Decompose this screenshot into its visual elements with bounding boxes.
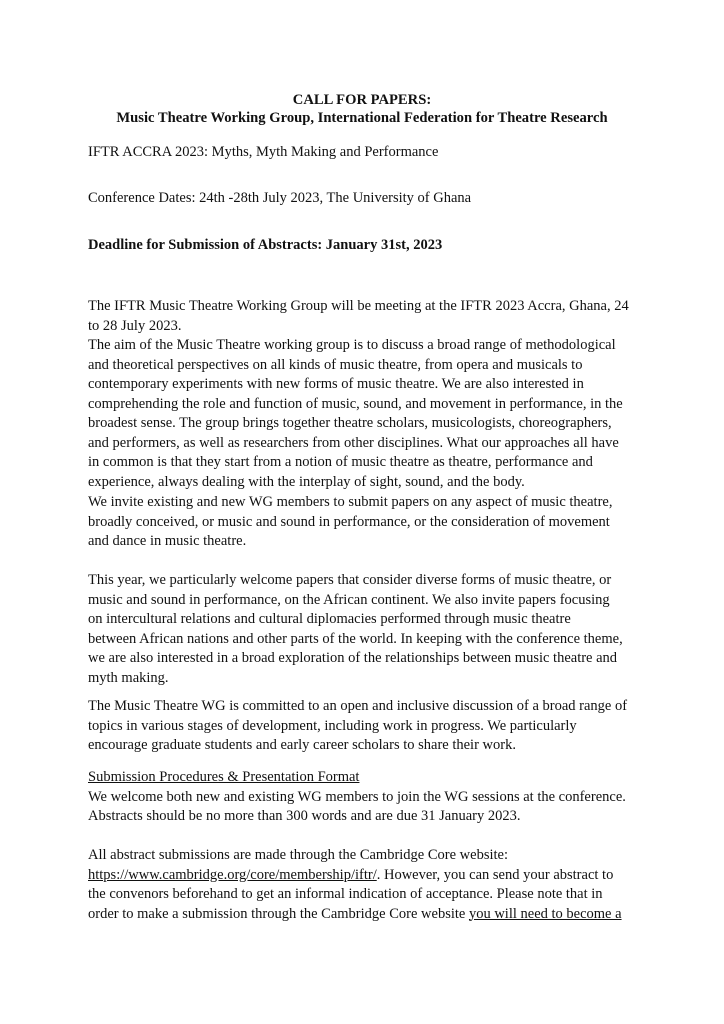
text-line: we are also interested in a broad exploration of the relationships between music theatre and — [88, 650, 618, 666]
submission-section — [88, 768, 648, 827]
text-line: between African nations and other parts of the world. In keeping with the conference theme, — [88, 630, 623, 647]
text-line: to 28 July 2023. — [88, 317, 182, 334]
text-line: experience, always dealing with the interplay of sight, sound, and the body. — [88, 473, 525, 490]
text-line: This year, we particularly welcome papers that consider diverse forms of music theatre, or — [88, 572, 612, 588]
cambridge-paragraph — [88, 846, 648, 924]
text-line: myth making. — [88, 669, 169, 686]
text-line: on intercultural relations and cultural diplomacies performed through music theatre — [88, 611, 571, 627]
membership-note: you will need to become a — [468, 905, 622, 922]
invite-paragraph — [88, 493, 648, 552]
text-line: contemporary experiments with new forms of music theatre. We are also interested in — [88, 376, 584, 392]
text-line: The IFTR Music Theatre Working Group will be meeting at the IFTR 2023 Accra, Ghana, 24 — [88, 298, 629, 314]
conference-dates: Conference Dates: 24th -28th July 2023, The University of Ghana — [88, 190, 472, 206]
text-line: in common is that they start from a notion of music theatre as theatre, performance and — [88, 454, 593, 470]
text-line: and theoretical perspectives on all kinds of music theatre, from opera and musicals to — [88, 356, 583, 373]
conference-name: IFTR ACCRA 2023: Myths, Myth Making and Performance — [88, 144, 439, 160]
text-line: comprehending the role and function of music, sound, and movement in performance, in the — [88, 395, 623, 412]
text-line — [88, 905, 648, 925]
cambridge-core-link[interactable]: https://www.cambridge.org/core/membership/iftr/ — [88, 866, 377, 883]
text-line: broadly conceived, or music and sound in performance, or the consideration of movement — [88, 513, 610, 530]
this-year-paragraph — [88, 571, 648, 688]
text-line: We welcome both new and existing WG members to join the WG sessions at the conference. — [88, 788, 626, 805]
text-line: music and sound in performance, on the African continent. We also invite papers focusing — [88, 591, 610, 608]
text-line: The Music Theatre WG is committed to an open and inclusive discussion of a broad range of — [88, 698, 628, 714]
committed-paragraph — [88, 697, 648, 756]
text-line: and dance in music theatre. — [88, 533, 247, 549]
text-line: We invite existing and new WG members to submit papers on any aspect of music theatre, — [88, 494, 613, 510]
text-line: encourage graduate students and early career scholars to share their work. — [88, 737, 516, 753]
text-line: All abstract submissions are made through the Cambridge Core website: — [88, 847, 509, 863]
text-fragment: order to make a submission through the Cambridge Core website — [88, 905, 469, 922]
submission-heading: Submission Procedures & Presentation Format — [88, 769, 360, 785]
intro-paragraph — [88, 297, 648, 492]
cfp-title: CALL FOR PAPERS: — [292, 92, 432, 108]
cfp-subtitle: Music Theatre Working Group, International Federation for Theatre Research — [116, 110, 608, 126]
text-fragment: . However, you can send your abstract to — [376, 866, 614, 883]
text-line: the convenors beforehand to get an informal indication of acceptance. Please note that in — [88, 886, 603, 902]
text-line: and performers, as well as researchers from other disciplines. What our approaches all have — [88, 434, 619, 451]
text-line: Abstracts should be no more than 300 words and are due 31 January 2023. — [88, 808, 521, 824]
text-line: topics in various stages of development, including work in progress. We particularly — [88, 717, 577, 734]
text-line — [88, 866, 648, 886]
abstract-deadline: Deadline for Submission of Abstracts: January 31st, 2023 — [88, 237, 443, 253]
text-line: The aim of the Music Theatre working group is to discuss a broad range of methodological — [88, 337, 616, 353]
text-line: broadest sense. The group brings together theatre scholars, musicologists, choreographers, — [88, 415, 612, 431]
